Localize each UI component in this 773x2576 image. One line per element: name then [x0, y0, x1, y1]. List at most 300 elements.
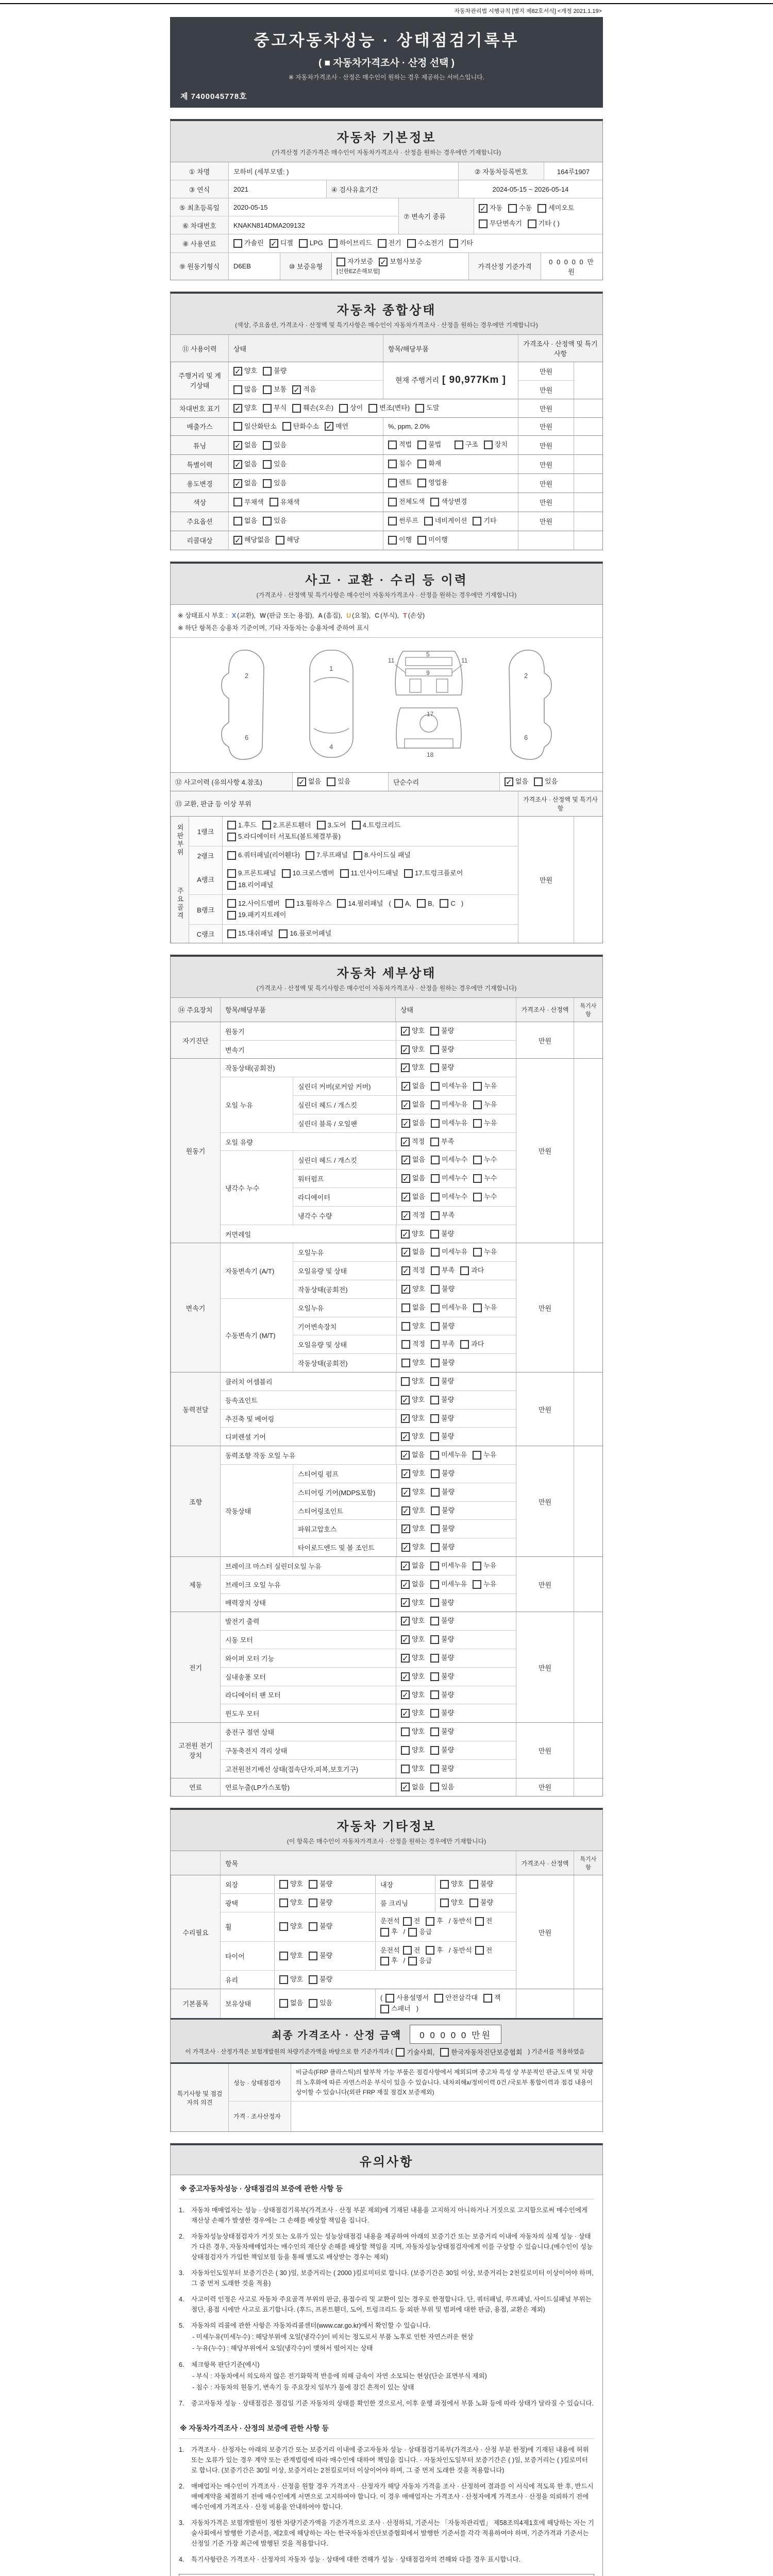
checkbox-checked-icon[interactable]: [401, 1230, 410, 1239]
checkbox-option[interactable]: [401, 1450, 425, 1461]
checkbox-icon[interactable]: [262, 821, 271, 829]
checkbox-icon[interactable]: [401, 1359, 410, 1367]
checkbox-option[interactable]: [430, 1026, 454, 1037]
checkbox-icon[interactable]: [394, 899, 403, 908]
checkbox-option[interactable]: [417, 899, 434, 909]
checkbox-option[interactable]: [404, 868, 463, 879]
checkbox-icon[interactable]: [337, 258, 345, 266]
checkbox-icon[interactable]: [430, 1230, 439, 1239]
checkbox-option[interactable]: [508, 203, 532, 214]
checkbox-option[interactable]: [354, 850, 411, 861]
checkbox-checked-icon[interactable]: [401, 1082, 410, 1091]
checkbox-option[interactable]: [380, 1927, 398, 1938]
checkbox-option[interactable]: [401, 1653, 425, 1664]
checkbox-option[interactable]: [306, 850, 348, 861]
checkbox-option[interactable]: [484, 439, 508, 450]
checkbox-icon[interactable]: [263, 479, 272, 488]
checkbox-option[interactable]: [279, 1897, 303, 1908]
checkbox-icon[interactable]: [430, 1727, 439, 1736]
checkbox-icon[interactable]: [430, 1027, 439, 1036]
checkbox-icon[interactable]: [431, 1322, 440, 1331]
checkbox-option[interactable]: [431, 1358, 455, 1368]
checkbox-option[interactable]: [430, 1764, 454, 1774]
checkbox-icon[interactable]: [455, 440, 463, 449]
checkbox-icon[interactable]: [469, 1899, 478, 1907]
checkbox-checked-icon[interactable]: [297, 777, 306, 786]
checkbox-option[interactable]: [401, 1671, 425, 1682]
checkbox-checked-icon[interactable]: [401, 1285, 410, 1294]
checkbox-icon[interactable]: [473, 1580, 481, 1589]
checkbox-option[interactable]: [479, 203, 502, 214]
checkbox-option[interactable]: [430, 1579, 467, 1590]
checkbox-option[interactable]: [378, 238, 401, 249]
checkbox-icon[interactable]: [407, 239, 416, 248]
checkbox-option[interactable]: [431, 1542, 455, 1553]
checkbox-checked-icon[interactable]: [401, 1138, 410, 1146]
checkbox-icon[interactable]: [431, 1506, 440, 1515]
checkbox-icon[interactable]: [270, 498, 278, 506]
checkbox-option[interactable]: [473, 1173, 497, 1184]
checkbox-icon[interactable]: [473, 1562, 481, 1570]
checkbox-option[interactable]: [282, 868, 334, 879]
checkbox-icon[interactable]: [329, 239, 338, 248]
checkbox-checked-icon[interactable]: [401, 1045, 410, 1054]
checkbox-option[interactable]: [401, 1210, 425, 1221]
checkbox-option[interactable]: [401, 1229, 425, 1240]
checkbox-option[interactable]: [394, 899, 411, 909]
checkbox-option[interactable]: [262, 820, 311, 831]
checkbox-icon[interactable]: [233, 422, 242, 431]
checkbox-option[interactable]: [431, 1210, 455, 1221]
checkbox-checked-icon[interactable]: [325, 422, 333, 431]
checkbox-option[interactable]: [309, 1974, 332, 1985]
checkbox-option[interactable]: [431, 1339, 455, 1350]
checkbox-option[interactable]: [401, 1764, 425, 1774]
checkbox-option[interactable]: [401, 1395, 425, 1405]
checkbox-icon[interactable]: [484, 440, 493, 449]
checkbox-option[interactable]: [270, 497, 300, 508]
checkbox-option[interactable]: [233, 238, 264, 249]
checkbox-checked-icon[interactable]: [401, 1617, 410, 1625]
checkbox-icon[interactable]: [431, 1174, 440, 1183]
checkbox-icon[interactable]: [354, 851, 362, 860]
checkbox-icon[interactable]: [430, 1396, 439, 1404]
checkbox-option[interactable]: [473, 1302, 497, 1313]
checkbox-option[interactable]: [440, 1897, 464, 1908]
checkbox-checked-icon[interactable]: [233, 367, 242, 376]
checkbox-option[interactable]: [270, 238, 293, 249]
checkbox-option[interactable]: [292, 403, 333, 414]
checkbox-option[interactable]: [233, 403, 257, 414]
checkbox-option[interactable]: [388, 478, 412, 488]
checkbox-icon[interactable]: [475, 1946, 484, 1955]
checkbox-icon[interactable]: [401, 1303, 410, 1312]
checkbox-icon[interactable]: [430, 1063, 439, 1072]
checkbox-option[interactable]: [473, 1155, 497, 1165]
checkbox-icon[interactable]: [431, 1193, 440, 1201]
checkbox-option[interactable]: [233, 459, 257, 470]
checkbox-icon[interactable]: [473, 517, 481, 526]
checkbox-option[interactable]: [401, 1284, 425, 1295]
checkbox-icon[interactable]: [227, 911, 236, 920]
checkbox-option[interactable]: [385, 1993, 429, 2004]
checkbox-option[interactable]: [401, 1358, 425, 1368]
checkbox-icon[interactable]: [430, 1690, 439, 1699]
checkbox-option[interactable]: [431, 1302, 467, 1313]
checkbox-option[interactable]: [430, 1062, 454, 1073]
checkbox-icon[interactable]: [339, 404, 348, 413]
checkbox-icon[interactable]: [401, 1340, 410, 1349]
checkbox-option[interactable]: [431, 1505, 455, 1516]
checkbox-option[interactable]: [380, 2004, 411, 2014]
checkbox-icon[interactable]: [227, 881, 236, 890]
checkbox-option[interactable]: [430, 1137, 454, 1147]
checkbox-option[interactable]: [401, 1505, 425, 1516]
checkbox-icon[interactable]: [378, 239, 386, 248]
checkbox-option[interactable]: [285, 899, 331, 909]
checkbox-option[interactable]: [430, 1708, 454, 1719]
checkbox-icon[interactable]: [385, 1994, 394, 2003]
checkbox-icon[interactable]: [430, 1138, 439, 1146]
checkbox-option[interactable]: [401, 1118, 425, 1129]
checkbox-icon[interactable]: [279, 1975, 288, 1984]
checkbox-option[interactable]: [227, 820, 257, 831]
checkbox-icon[interactable]: [401, 1322, 410, 1331]
checkbox-option[interactable]: [473, 1192, 497, 1202]
checkbox-checked-icon[interactable]: [292, 385, 301, 394]
checkbox-icon[interactable]: [475, 1917, 484, 1926]
checkbox-option[interactable]: [430, 1431, 454, 1442]
checkbox-option[interactable]: [528, 218, 560, 229]
checkbox-icon[interactable]: [473, 1174, 482, 1183]
checkbox-icon[interactable]: [528, 219, 536, 228]
checkbox-option[interactable]: [263, 516, 287, 527]
checkbox-icon[interactable]: [430, 1580, 439, 1589]
checkbox-option[interactable]: [431, 1468, 455, 1479]
checkbox-icon[interactable]: [431, 1469, 440, 1478]
checkbox-icon[interactable]: [473, 1451, 481, 1460]
checkbox-checked-icon[interactable]: [401, 1562, 410, 1570]
checkbox-icon[interactable]: [430, 1654, 439, 1663]
checkbox-checked-icon[interactable]: [233, 460, 242, 469]
checkbox-option[interactable]: [431, 1265, 455, 1276]
checkbox-checked-icon[interactable]: [401, 1174, 410, 1183]
checkbox-option[interactable]: [483, 1993, 501, 2004]
checkbox-icon[interactable]: [431, 1211, 440, 1220]
checkbox-checked-icon[interactable]: [401, 1063, 410, 1072]
checkbox-icon[interactable]: [401, 1746, 410, 1755]
checkbox-option[interactable]: [430, 1634, 454, 1645]
checkbox-option[interactable]: [227, 832, 341, 842]
checkbox-option[interactable]: [227, 868, 276, 879]
checkbox-option[interactable]: [337, 899, 383, 909]
checkbox-icon[interactable]: [309, 1880, 317, 1889]
checkbox-option[interactable]: [401, 1579, 425, 1590]
checkbox-option[interactable]: [430, 1782, 454, 1793]
checkbox-icon[interactable]: [431, 1266, 440, 1275]
checkbox-icon[interactable]: [473, 1100, 482, 1109]
checkbox-option[interactable]: [309, 1897, 332, 1908]
checkbox-option[interactable]: [401, 1542, 425, 1553]
checkbox-icon[interactable]: [417, 460, 426, 468]
checkbox-option[interactable]: [430, 1726, 454, 1737]
checkbox-option[interactable]: [460, 1339, 484, 1350]
checkbox-checked-icon[interactable]: [401, 1027, 410, 1036]
checkbox-icon[interactable]: [431, 1340, 440, 1349]
checkbox-option[interactable]: [434, 1993, 478, 2004]
checkbox-checked-icon[interactable]: [401, 1432, 410, 1441]
checkbox-option[interactable]: [279, 928, 331, 939]
checkbox-icon[interactable]: [430, 1765, 439, 1773]
checkbox-option[interactable]: [401, 1081, 425, 1092]
checkbox-icon[interactable]: [279, 929, 288, 938]
checkbox-option[interactable]: [401, 1745, 425, 1756]
checkbox-option[interactable]: [388, 535, 412, 546]
checkbox-icon[interactable]: [401, 1727, 410, 1736]
checkbox-option[interactable]: [279, 1951, 303, 1961]
checkbox-icon[interactable]: [534, 777, 543, 786]
checkbox-option[interactable]: [233, 497, 264, 508]
checkbox-icon[interactable]: [388, 440, 397, 449]
checkbox-option[interactable]: [417, 478, 448, 488]
checkbox-icon[interactable]: [430, 1672, 439, 1681]
checkbox-option[interactable]: [431, 1118, 467, 1129]
checkbox-checked-icon[interactable]: [233, 536, 242, 545]
checkbox-option[interactable]: [430, 1413, 454, 1424]
checkbox-icon[interactable]: [431, 1156, 440, 1164]
checkbox-icon[interactable]: [537, 204, 546, 213]
checkbox-option[interactable]: [379, 257, 422, 267]
checkbox-icon[interactable]: [430, 1617, 439, 1625]
checkbox-icon[interactable]: [473, 1248, 482, 1257]
checkbox-option[interactable]: [263, 459, 287, 470]
checkbox-option[interactable]: [339, 403, 363, 414]
checkbox-option[interactable]: [431, 1099, 467, 1110]
checkbox-checked-icon[interactable]: [505, 777, 513, 786]
checkbox-option[interactable]: [388, 497, 425, 507]
checkbox-option[interactable]: [431, 1192, 467, 1202]
checkbox-option[interactable]: [401, 1468, 425, 1479]
checkbox-option[interactable]: [401, 1265, 425, 1276]
checkbox-option[interactable]: [430, 1450, 467, 1461]
checkbox-option[interactable]: [417, 439, 441, 450]
checkbox-option[interactable]: [401, 1726, 425, 1737]
checkbox-icon[interactable]: [473, 1119, 482, 1128]
checkbox-icon[interactable]: [431, 1285, 440, 1294]
checkbox-option[interactable]: [401, 1616, 425, 1626]
checkbox-icon[interactable]: [263, 441, 272, 450]
checkbox-option[interactable]: [426, 1916, 443, 1927]
checkbox-option[interactable]: [401, 1173, 425, 1184]
checkbox-icon[interactable]: [263, 404, 272, 413]
checkbox-option[interactable]: [430, 1395, 454, 1405]
checkbox-option[interactable]: [430, 1690, 454, 1701]
checkbox-option[interactable]: [263, 478, 287, 489]
checkbox-option[interactable]: [473, 1450, 496, 1461]
checkbox-option[interactable]: [479, 218, 522, 229]
checkbox-option[interactable]: [426, 1945, 443, 1956]
checkbox-option[interactable]: [233, 478, 257, 489]
checkbox-icon[interactable]: [309, 1922, 317, 1931]
checkbox-option[interactable]: [227, 880, 273, 891]
checkbox-icon[interactable]: [404, 869, 413, 878]
checkbox-option[interactable]: [475, 1945, 493, 1956]
checkbox-option[interactable]: [279, 1974, 303, 1985]
checkbox-option[interactable]: [473, 1081, 497, 1092]
checkbox-icon[interactable]: [401, 1765, 410, 1773]
checkbox-icon[interactable]: [396, 2048, 405, 2057]
checkbox-icon[interactable]: [473, 1193, 482, 1201]
checkbox-option[interactable]: [352, 820, 401, 831]
checkbox-icon[interactable]: [430, 498, 439, 506]
checkbox-option[interactable]: [403, 1945, 421, 1956]
checkbox-checked-icon[interactable]: [270, 239, 278, 248]
checkbox-option[interactable]: [233, 421, 277, 432]
checkbox-icon[interactable]: [508, 204, 517, 213]
checkbox-option[interactable]: [227, 928, 273, 939]
checkbox-option[interactable]: [279, 1879, 303, 1890]
checkbox-icon[interactable]: [440, 1899, 449, 1907]
checkbox-option[interactable]: [473, 1247, 497, 1258]
checkbox-option[interactable]: [233, 516, 257, 527]
checkbox-icon[interactable]: [263, 460, 272, 469]
checkbox-icon[interactable]: [431, 1359, 440, 1367]
checkbox-option[interactable]: [401, 1247, 425, 1258]
checkbox-option[interactable]: [380, 1956, 398, 1967]
checkbox-icon[interactable]: [388, 517, 397, 526]
checkbox-icon[interactable]: [309, 1952, 317, 1960]
checkbox-checked-icon[interactable]: [401, 1469, 410, 1478]
checkbox-icon[interactable]: [403, 1917, 412, 1926]
checkbox-icon[interactable]: [401, 1377, 410, 1386]
checkbox-option[interactable]: [401, 1782, 425, 1793]
checkbox-option[interactable]: [309, 1998, 332, 2009]
checkbox-icon[interactable]: [417, 899, 426, 908]
checkbox-option[interactable]: [430, 1376, 454, 1387]
checkbox-option[interactable]: [473, 1099, 497, 1110]
checkbox-icon[interactable]: [299, 239, 308, 248]
checkbox-icon[interactable]: [276, 536, 284, 545]
checkbox-option[interactable]: [415, 403, 439, 414]
checkbox-icon[interactable]: [430, 1709, 439, 1718]
checkbox-icon[interactable]: [279, 1899, 288, 1907]
checkbox-option[interactable]: [431, 1247, 467, 1258]
checkbox-icon[interactable]: [417, 440, 426, 449]
checkbox-option[interactable]: [430, 1653, 454, 1664]
checkbox-option[interactable]: [417, 535, 448, 546]
checkbox-checked-icon[interactable]: [401, 1266, 410, 1275]
checkbox-option[interactable]: [401, 1487, 425, 1498]
checkbox-icon[interactable]: [449, 239, 458, 248]
checkbox-checked-icon[interactable]: [401, 1211, 410, 1220]
checkbox-icon[interactable]: [306, 851, 314, 860]
checkbox-option[interactable]: [430, 497, 467, 507]
checkbox-option[interactable]: [401, 1302, 425, 1313]
checkbox-option[interactable]: [401, 1634, 425, 1645]
checkbox-icon[interactable]: [440, 1880, 449, 1889]
checkbox-checked-icon[interactable]: [401, 1506, 410, 1515]
checkbox-icon[interactable]: [473, 1303, 482, 1312]
checkbox-icon[interactable]: [227, 929, 236, 938]
checkbox-option[interactable]: [417, 459, 441, 469]
checkbox-icon[interactable]: [388, 460, 397, 468]
checkbox-option[interactable]: [431, 1081, 467, 1092]
checkbox-icon[interactable]: [424, 517, 433, 526]
checkbox-option[interactable]: [431, 1321, 455, 1332]
checkbox-option[interactable]: [263, 366, 287, 377]
checkbox-checked-icon[interactable]: [233, 441, 242, 450]
checkbox-checked-icon[interactable]: [401, 1783, 410, 1791]
checkbox-checked-icon[interactable]: [401, 1414, 410, 1423]
checkbox-option[interactable]: [401, 1155, 425, 1165]
checkbox-icon[interactable]: [233, 517, 242, 526]
checkbox-checked-icon[interactable]: [401, 1690, 410, 1699]
checkbox-option[interactable]: [396, 2047, 434, 2058]
checkbox-icon[interactable]: [279, 1922, 288, 1931]
checkbox-option[interactable]: [401, 1523, 425, 1534]
checkbox-option[interactable]: [473, 1118, 497, 1129]
checkbox-option[interactable]: [401, 1321, 425, 1332]
checkbox-option[interactable]: [329, 238, 372, 249]
checkbox-option[interactable]: [449, 238, 473, 249]
checkbox-option[interactable]: [388, 439, 412, 450]
checkbox-checked-icon[interactable]: [401, 1580, 410, 1589]
checkbox-icon[interactable]: [233, 385, 242, 394]
checkbox-icon[interactable]: [340, 869, 349, 878]
checkbox-option[interactable]: [401, 1137, 425, 1147]
checkbox-icon[interactable]: [426, 1917, 434, 1926]
checkbox-icon[interactable]: [434, 1994, 443, 2003]
checkbox-option[interactable]: [408, 1956, 432, 1967]
checkbox-option[interactable]: [263, 440, 287, 451]
checkbox-option[interactable]: [431, 1523, 455, 1534]
checkbox-checked-icon[interactable]: [401, 1488, 410, 1497]
checkbox-icon[interactable]: [227, 851, 236, 860]
checkbox-icon[interactable]: [431, 1119, 440, 1128]
checkbox-option[interactable]: [279, 1998, 303, 2009]
checkbox-option[interactable]: [401, 1690, 425, 1701]
checkbox-option[interactable]: [440, 1879, 464, 1890]
checkbox-icon[interactable]: [279, 1880, 288, 1889]
checkbox-option[interactable]: [475, 1916, 493, 1927]
checkbox-icon[interactable]: [233, 498, 242, 506]
checkbox-icon[interactable]: [431, 1248, 440, 1257]
checkbox-option[interactable]: [401, 1062, 425, 1073]
checkbox-icon[interactable]: [352, 821, 361, 829]
checkbox-icon[interactable]: [430, 1045, 439, 1054]
checkbox-option[interactable]: [473, 1579, 496, 1590]
checkbox-icon[interactable]: [317, 821, 326, 829]
checkbox-icon[interactable]: [292, 404, 301, 413]
checkbox-icon[interactable]: [430, 1783, 439, 1791]
checkbox-option[interactable]: [388, 459, 412, 469]
checkbox-option[interactable]: [473, 1561, 496, 1571]
checkbox-icon[interactable]: [430, 1432, 439, 1441]
checkbox-icon[interactable]: [282, 422, 291, 431]
checkbox-option[interactable]: [263, 403, 287, 414]
checkbox-option[interactable]: [401, 1376, 425, 1387]
checkbox-icon[interactable]: [227, 833, 236, 841]
checkbox-icon[interactable]: [479, 219, 488, 228]
checkbox-icon[interactable]: [430, 1377, 439, 1386]
checkbox-option[interactable]: [233, 366, 257, 377]
checkbox-icon[interactable]: [460, 1266, 469, 1275]
checkbox-checked-icon[interactable]: [401, 1654, 410, 1663]
checkbox-icon[interactable]: [282, 869, 291, 878]
checkbox-option[interactable]: [440, 2047, 522, 2058]
checkbox-icon[interactable]: [380, 1928, 389, 1937]
checkbox-icon[interactable]: [408, 1928, 417, 1937]
